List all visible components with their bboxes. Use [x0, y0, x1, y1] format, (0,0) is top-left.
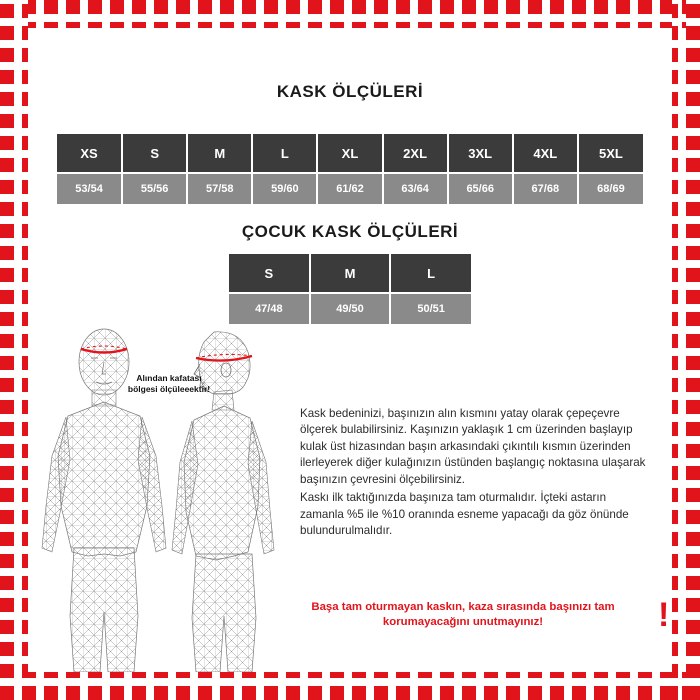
adult-measure-cell: 63/64 — [383, 173, 448, 204]
content-area — [28, 28, 672, 672]
kids-size-cell: M — [310, 254, 391, 293]
adult-measure-cell: 67/68 — [513, 173, 578, 204]
adult-size-cell: 3XL — [448, 134, 513, 173]
kids-measure-cell: 47/48 — [229, 293, 310, 324]
safety-warning-text: Başa tam oturmayan kaskın, kaza sırasında başınızı tam korumayacağını unutmayınız! — [311, 601, 615, 629]
adult-chart-title: KASK ÖLÇÜLERİ — [276, 82, 424, 101]
adult-size-cell: S — [122, 134, 187, 173]
adult-measure-cell: 59/60 — [252, 173, 317, 204]
adult-size-cell: M — [187, 134, 252, 173]
frame-stripe-top — [0, 0, 700, 14]
adult-size-cell: L — [252, 134, 317, 173]
kids-size-cell: S — [229, 254, 310, 293]
table-row — [57, 134, 643, 173]
kids-measure-cell: 50/51 — [390, 293, 471, 324]
adult-measure-cell: 53/54 — [57, 173, 122, 204]
adult-size-cell: 5XL — [578, 134, 643, 173]
adult-size-cell: XS — [57, 134, 122, 173]
kids-size-table — [229, 254, 471, 324]
adult-measure-cell: 61/62 — [317, 173, 382, 204]
kids-chart-title: ÇOCUK KASK ÖLÇÜLERİ — [241, 222, 459, 241]
kids-measure-cell: 49/50 — [310, 293, 391, 324]
frame-stripe-right-inner — [672, 0, 678, 700]
measurement-annotation: Alından kafatası bölgesi ölçüleeektir! — [127, 373, 211, 394]
frame-stripe-bottom-inner — [0, 672, 700, 678]
frame-stripe-right — [686, 0, 700, 700]
instructions-paragraph-2: Kaskı ilk taktığınızda başınıza tam oturmalıdır. İçteki astarın zamanla %5 ile %10 oranında esneme yapacağı da göz önünde bulundurulmalıdır. — [300, 491, 629, 538]
adult-size-cell: 4XL — [513, 134, 578, 173]
adult-measure-cell: 68/69 — [578, 173, 643, 204]
adult-measure-cell: 65/66 — [448, 173, 513, 204]
exclamation-icon: ! — [658, 596, 670, 634]
adult-size-cell: 2XL — [383, 134, 448, 173]
table-row — [57, 173, 643, 204]
adult-size-table — [57, 134, 643, 204]
frame-stripe-bottom — [0, 686, 700, 700]
frame-stripe-left — [0, 0, 14, 700]
table-row — [229, 254, 471, 293]
adult-measure-cell: 57/58 — [187, 173, 252, 204]
instructions-text — [300, 406, 652, 540]
instructions-paragraph-1: Kask bedeninizi, başınızın alın kısmını yatay olarak çepeçevre ölçerek bulabilirsiniz. Kaşınızın yaklaşık 1 cm üzerinden başlayıp kulak üst hizasından başın arkasındaki çıkıntılı kısmın üzerinden ilerleyerek diğer kulağınızın üstünden başlangıç noktasına ulaşarak başınızın çevresini ölçebilirsiniz. — [300, 407, 646, 486]
adult-size-cell: XL — [317, 134, 382, 173]
human-figures-illustration — [28, 316, 308, 672]
adult-measure-cell: 55/56 — [122, 173, 187, 204]
kids-size-cell: L — [390, 254, 471, 293]
